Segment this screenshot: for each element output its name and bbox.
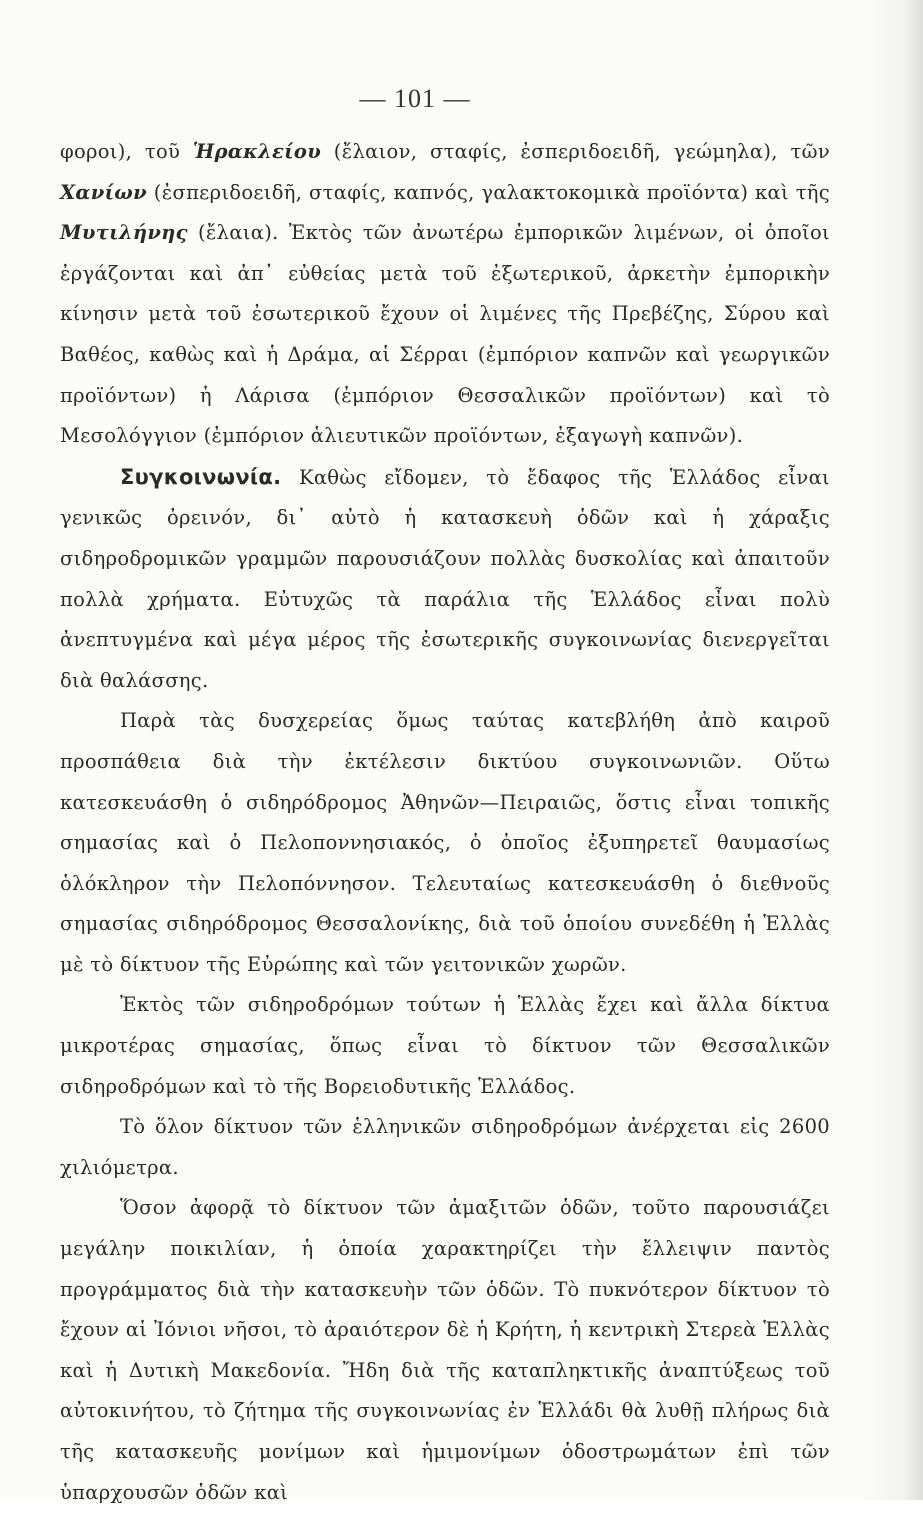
text-run: Καθὼς εἴδομεν, τὸ ἔδαφος τῆς Ἑλλάδος εἶναι γενικῶς ὀρεινόν, δι᾽ αὐτὸ ἡ κατασκευὴ ὁδῶν καὶ ἡ χάραξις σιδηροδρομικῶν γραμμῶν παρουσιάζουν πολλὰς δυσκολίας καὶ ἀπαιτοῦν πολλὰ χρήματα. Εὐτυχῶς τὰ παράλια τῆς Ἑλλάδος εἶναι πολὺ ἀνεπτυγμένα καὶ μέγα μέρος τῆς ἐσωτερικῆς συγκοινωνίας διενεργεῖται διὰ θαλάσσης. bbox=[60, 465, 830, 692]
body-text bbox=[60, 132, 830, 1513]
paragraph-roads: Ὅσον ἀφορᾷ τὸ δίκτυον τῶν ἁμαξιτῶν ὁδῶν, τοῦτο παρουσιάζει μεγάλην ποικιλίαν, ἡ ὁποία χαρακτηρίζει τὴν ἔλλειψιν παντὸς προγράμματος διὰ τὴν κατασκευὴν τῶν ὁδῶν. Τὸ πυκνότερον δίκτυον τὸ ἔχουν αἱ Ἰόνιοι νῆσοι, τὸ ἀραιότερον δὲ ἡ Κρήτη, ἡ κεντρικὴ Στερεὰ Ἑλλὰς καὶ ἡ Δυτικὴ Μακεδονία. Ἤδη διὰ τῆς καταπληκτικῆς ἀναπτύξεως τοῦ αὐτοκινήτου, τὸ ζήτημα τῆς συγκοινωνίας ἐν Ἑλλάδι θὰ λυθῇ πλήρως διὰ τῆς κατασκευῆς μονίμων καὶ ἡμιμονίμων ὁδοστρωμάτων ἐπὶ τῶν ὑπαρχουσῶν ὁδῶν καὶ bbox=[60, 1196, 830, 1504]
place-name-heraklion: Ἡρακλείου bbox=[192, 140, 322, 163]
place-name-mytilene: Μυτιλήνης bbox=[60, 221, 188, 245]
text-run: (ἔλαιον, σταφίς, ἐσπεριδοειδῆ, γεώμηλα), τῶν bbox=[321, 140, 830, 163]
text-run: φοροι), τοῦ bbox=[60, 140, 193, 163]
page-number: — 101 — bbox=[359, 84, 471, 113]
text-run: (ἔλαια). Ἐκτὸς τῶν ἀνωτέρω ἐμπορικῶν λιμένων, οἱ ὁποῖοι ἐργάζονται καὶ ἀπ᾽ εὐθείας μετὰ τοῦ ἐξωτερικοῦ, ἀρκετὴν ἐμπορικὴν κίνησιν μετὰ τοῦ ἐσωτερικοῦ ἔχουν οἱ λιμένες τῆς Πρεβέζης, Σύρου καὶ Βαθέος, καθὼς καὶ ἡ Δράμα, αἱ Σέρραι (ἐμπόριον καπνῶν καὶ γεωργικῶν προϊόντων) ἡ Λάρισα (ἐμπόριον Θεσσαλικῶν προϊόντων) καὶ τὸ Μεσολόγγιον (ἐμπόριον ἁλιευτικῶν προϊόντων, ἐξαγωγὴ καπνῶν). bbox=[60, 221, 830, 448]
paragraph-railways: Παρὰ τὰς δυσχερείας ὅμως ταύτας κατεβλήθη ἀπὸ καιροῦ προσπάθεια διὰ τὴν ἐκτέλεσιν δικτύου συγκοινωνιῶν. Οὕτω κατεσκευάσθη ὁ σιδηρόδρομος Ἀθηνῶν—Πειραιῶς, ὅστις εἶναι τοπικῆς σημασίας καὶ ὁ Πελοποννησιακός, ὁ ὁποῖος ἐξυπηρετεῖ θαυμασίως ὁλόκληρον τὴν Πελοπόννησον. Τελευταίως κατεσκευάσθη ὁ διεθνοῦς σημασίας σιδηρόδρομος Θεσσαλονίκης, διὰ τοῦ ὁποίου συνεδέθη ἡ Ἑλλὰς μὲ τὸ δίκτυον τῆς Εὐρώπης καὶ τῶν γειτονικῶν χωρῶν. bbox=[60, 709, 830, 976]
place-name-chania: Χανίων bbox=[60, 180, 147, 204]
paragraph-other-networks: Ἐκτὸς τῶν σιδηροδρόμων τούτων ἡ Ἑλλὰς ἔχει καὶ ἄλλα δίκτυα μικροτέρας σημασίας, ὅπως εἶναι τὸ δίκτυον τῶν Θεσσαλικῶν σιδηροδρόμων καὶ τὸ τῆς Βορειοδυτικῆς Ἑλλάδος. bbox=[60, 993, 830, 1098]
text-run: (ἐσπεριδοειδῆ, σταφίς, καπνός, γαλακτοκομικὰ προϊόντα) καὶ τῆς bbox=[147, 180, 830, 204]
paragraph-network-length: Τὸ ὅλον δίκτυον τῶν ἑλληνικῶν σιδηροδρόμων ἀνέρχεται εἰς 2600 χιλιόμετρα. bbox=[60, 1115, 830, 1179]
section-heading: Συγκοινωνία. bbox=[120, 464, 282, 489]
page-edge-shadow bbox=[863, 0, 923, 1500]
paragraph-exports bbox=[60, 132, 830, 457]
paragraph-communication bbox=[60, 457, 830, 702]
